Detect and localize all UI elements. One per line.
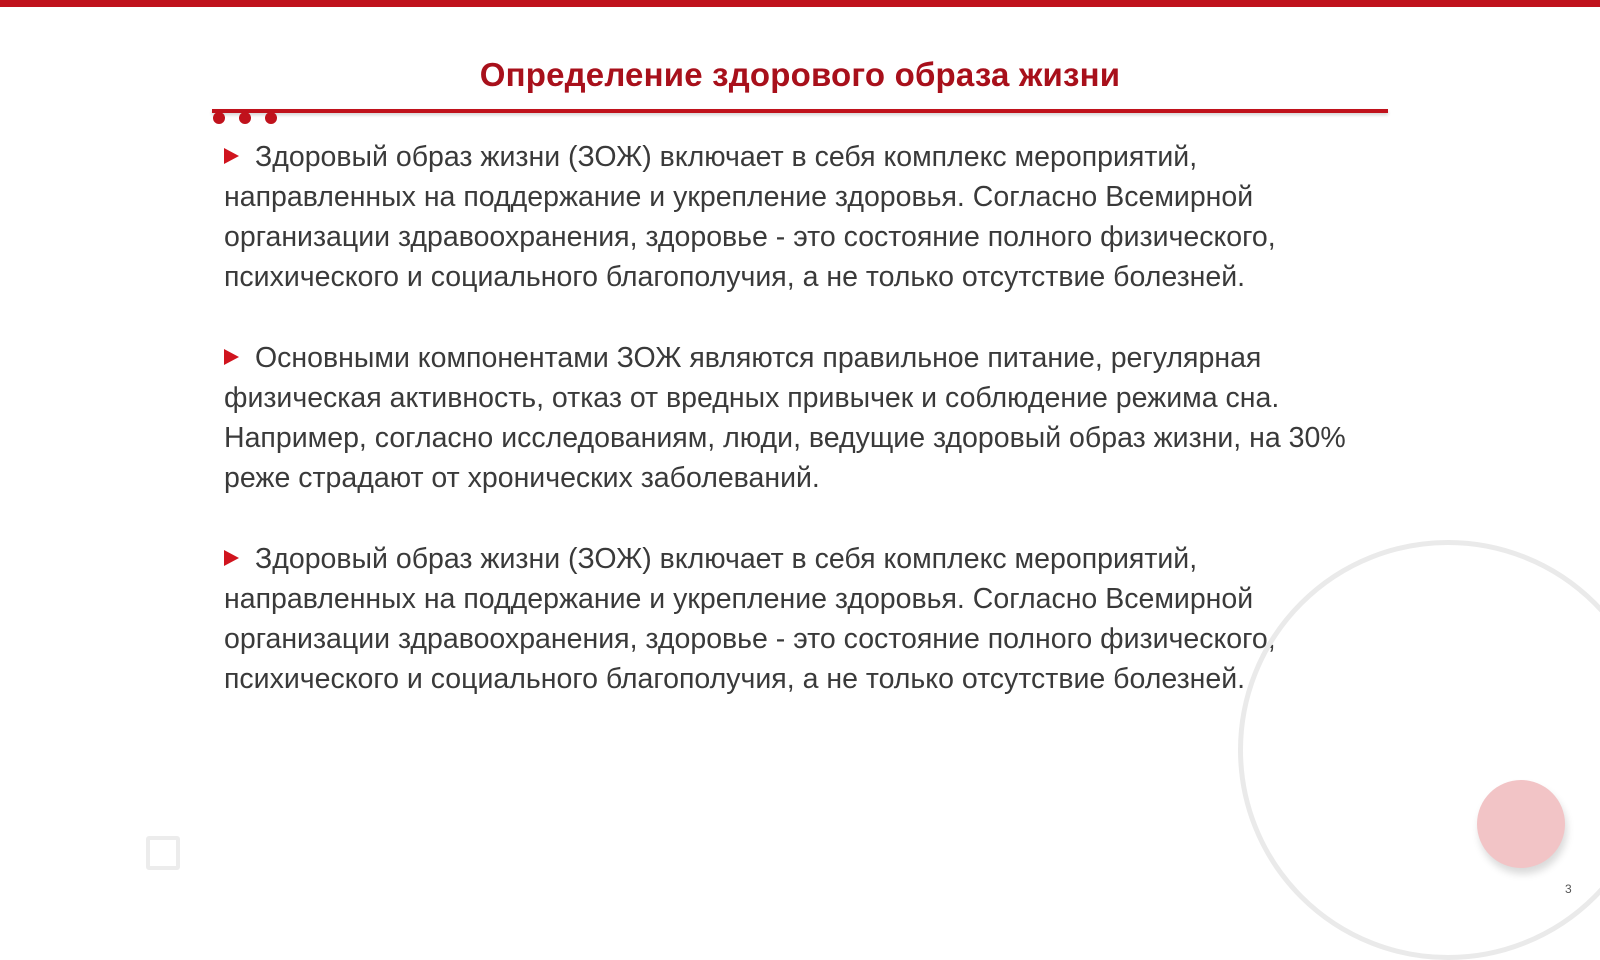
slide-title: Определение здорового образа жизни (479, 56, 1121, 93)
bullet-text: Здоровый образ жизни (ЗОЖ) включает в себя комплекс мероприятий, направленных на поддержание и укрепление здоровья. Согласно Всемирной организации здравоохранения, здоровье - это состояние полного физического, психического и социального благополучия, а не только отсутствие болезней. (224, 543, 1276, 695)
decor-dot (213, 112, 225, 124)
triangle-bullet-icon (224, 550, 239, 566)
bullet-item (224, 539, 1379, 699)
bullet-text: Здоровый образ жизни (ЗОЖ) включает в себя комплекс мероприятий, направленных на поддержание и укрепление здоровья. Согласно Всемирной организации здравоохранения, здоровье - это состояние полного физического, психического и социального благополучия, а не только отсутствие болезней. (224, 141, 1276, 293)
triangle-bullet-icon (224, 148, 239, 164)
page-number: 3 (1565, 882, 1572, 896)
decor-square (146, 836, 180, 870)
decor-dot (265, 112, 277, 124)
title-underline (212, 109, 1388, 113)
decor-dot (239, 112, 251, 124)
bullet-item (224, 338, 1379, 498)
bullet-list (224, 137, 1379, 740)
decor-circle (1477, 780, 1565, 868)
bullet-text: Основными компонентами ЗОЖ являются правильное питание, регулярная физическая активность, отказ от вредных привычек и соблюдение режима сна. Например, согласно исследованиям, люди, ведущие здоровый образ жизни, на 30% реже страдают от хронических заболеваний. (224, 342, 1346, 494)
top-accent-bar (0, 0, 1600, 7)
bullet-item (224, 137, 1379, 297)
triangle-bullet-icon (224, 349, 239, 365)
